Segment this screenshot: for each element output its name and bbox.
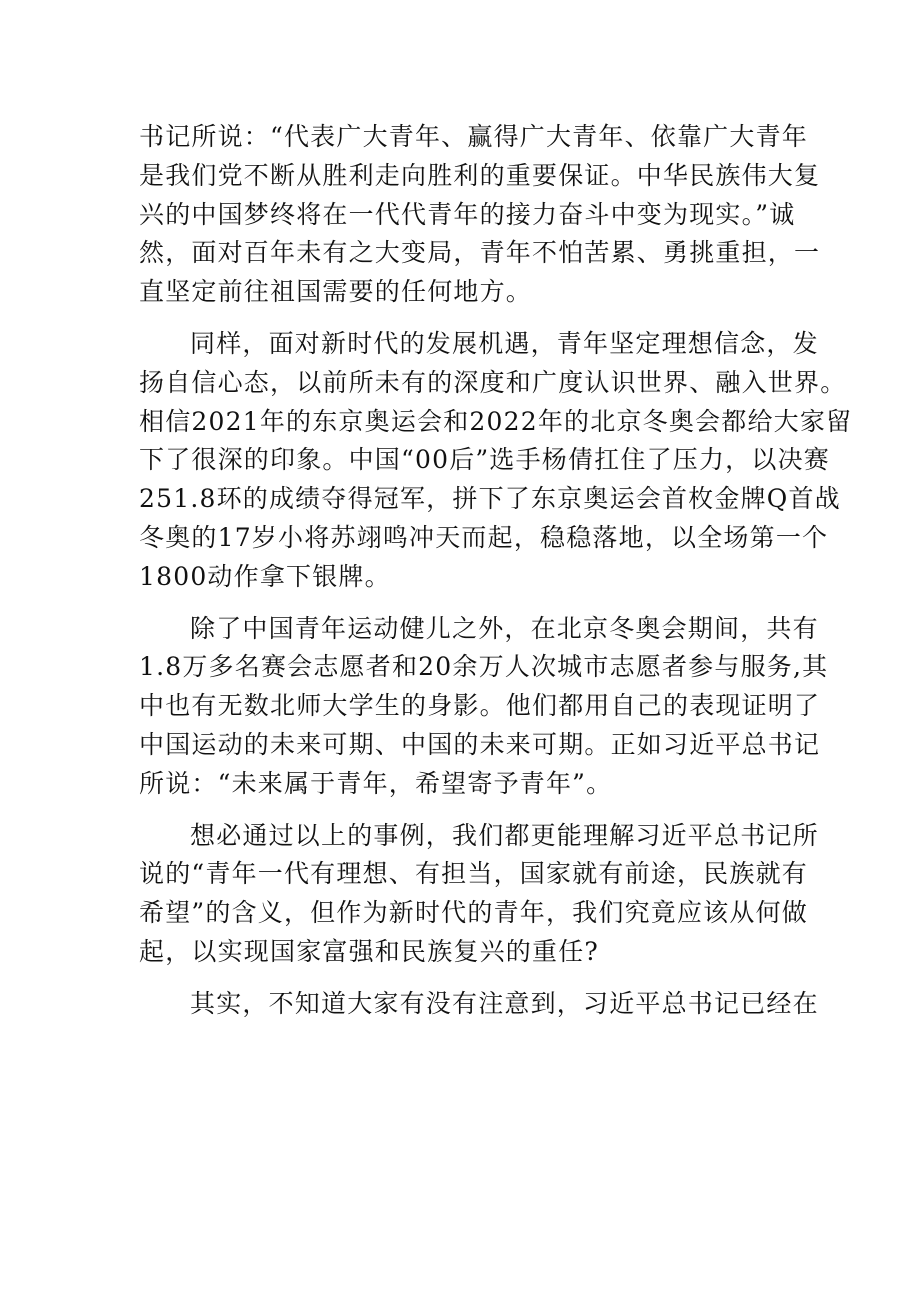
text-line: 同样，面对新时代的发展机遇，青年坚定理想信念，发 <box>190 328 819 358</box>
text-line: 是我们党不断从胜利走向胜利的重要保证。中华民族伟大复 <box>139 160 821 190</box>
text-line: 说的“青年一代有理想、有担当，国家就有前途，民族就有 <box>139 859 808 889</box>
text-line: 其实，不知道大家有没有注意到，习近平总书记已经在 <box>190 988 819 1018</box>
text-line: 所说：“未来属于青年，希望寄予青年”。 <box>139 768 613 798</box>
text-line: 兴的中国梦终将在一代代青年的接力奋斗中变为现实。”诚 <box>139 199 796 229</box>
paragraph-5 <box>139 985 819 1024</box>
text-line: 扬自信心态，以前所未有的深度和广度认识世界、融入世界。 <box>139 367 847 397</box>
paragraph-3 <box>139 610 829 804</box>
document-body <box>139 118 853 1037</box>
text-line: 相信2021年的东京奥运会和2022年的北京冬奥会都给大家留 <box>139 406 853 436</box>
paragraph-1 <box>139 118 821 312</box>
text-line: 1800动作拿下银牌。 <box>139 561 391 591</box>
text-line: 下了很深的印象。中国“00后”选手杨倩扛住了压力，以决赛 <box>139 445 830 475</box>
paragraph-2 <box>139 325 853 597</box>
text-line: 中也有无数北师大学生的身影。他们都用自己的表现证明了 <box>139 691 821 721</box>
text-line: 251.8环的成绩夺得冠军，拼下了东京奥运会首枚金牌Q首战 <box>139 484 841 514</box>
text-line: 起，以实现国家富强和民族复兴的重任? <box>139 936 600 966</box>
paragraph-4 <box>139 817 819 972</box>
text-line: 希望”的含义，但作为新时代的青年，我们究竟应该从何做 <box>139 898 808 928</box>
text-line: 中国运动的未来可期、中国的未来可期。正如习近平总书记 <box>139 729 821 759</box>
text-line: 然，面对百年未有之大变局，青年不怕苦累、勇挑重担，一 <box>139 238 821 268</box>
text-line: 想必通过以上的事例，我们都更能理解习近平总书记所 <box>190 820 819 850</box>
text-line: 除了中国青年运动健儿之外，在北京冬奥会期间，共有 <box>190 613 819 643</box>
text-line: 1.8万多名赛会志愿者和20余万人次城市志愿者参与服务,其 <box>139 652 829 682</box>
text-line: 直坚定前往祖国需要的任何地方。 <box>139 277 533 307</box>
text-line: 书记所说：“代表广大青年、赢得广大青年、依靠广大青年 <box>139 122 808 151</box>
text-line: 冬奥的17岁小将苏翊鸣冲天而起，稳稳落地，以全场第一个 <box>139 522 829 552</box>
